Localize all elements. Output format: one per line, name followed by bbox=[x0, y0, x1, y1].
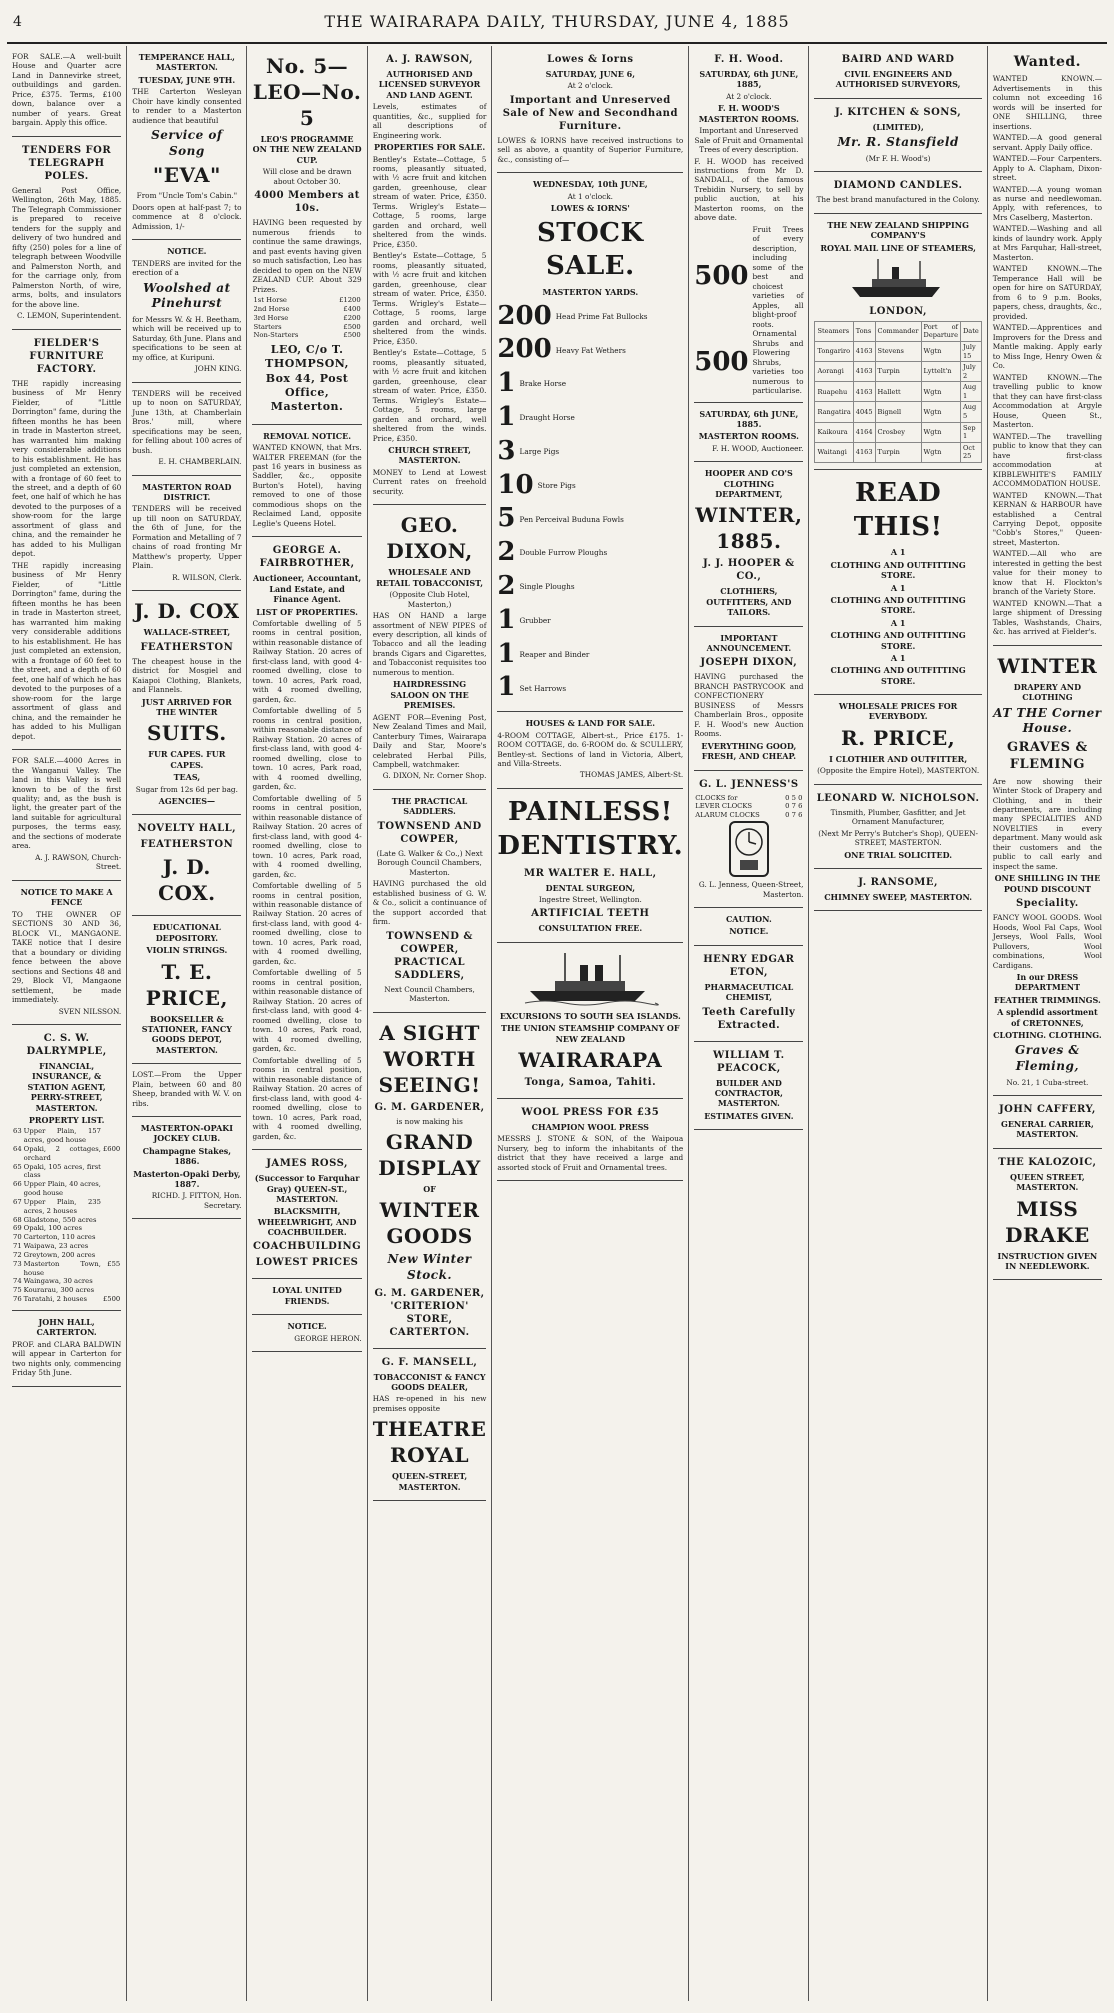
table-row bbox=[694, 802, 803, 811]
graves-fleming-ad: WINTER DRAPERY AND CLOTHING AT THE Corner House. GRAVES & FLEMING Are now showing their Winter Stock of Drapery and Clothing, and in their departments, are including many SPECIALITIES AND NOVELTIES in every department. Many would ask their customers and the public to call early and inspect the same. ONE SHILLING IN THE POUND DISCOUNT Speciality. FANCY WOOL GOODS. Wool Hoods, Wool Fal Caps, Wool Jerseys, Wool Falls, Wool Pullovers, Wool combinations, Wool Cardigans. In our DRESS DEPARTMENT FEATHER TRIMMINGS. A splendid assortment of CRETONNES, CLOTHING. CLOTHING. Graves & Fleming, No. 21, 1 Cuba-street. bbox=[993, 646, 1102, 1096]
column-6 bbox=[689, 46, 809, 2001]
wanted-item: WANTED.—A good general servant. Apply Daily office. bbox=[992, 133, 1102, 152]
property-number: 63 bbox=[13, 1127, 22, 1136]
table-row bbox=[12, 1224, 121, 1233]
table-cell: Wgtn bbox=[921, 342, 960, 362]
property-price bbox=[102, 1224, 121, 1233]
prize-value: £500 bbox=[343, 331, 361, 340]
joseph-dixon-ad: IMPORTANT ANNOUNCEMENT. JOSEPH DIXON, HAVING purchased the BRANCH PASTRYCOOK and CONFECTIONERY BUSINESS of Messrs Chamberlain Bros., opposite F. H. Wood's new Auction Rooms. EVERYTHING GOOD, FRESH, AND CHEAP. bbox=[694, 627, 803, 771]
caffery-ad: JOHN CAFFERY, GENERAL CARRIER, MASTERTON. bbox=[993, 1096, 1102, 1149]
list-item bbox=[497, 469, 683, 503]
lot-label: Set Harrows bbox=[519, 683, 567, 693]
lost-sheep-ad: LOST.—From the Upper Plain, between 60 and 80 Sheep, branded with W. V. on ribs. bbox=[132, 1064, 241, 1117]
clock-price-table bbox=[694, 794, 803, 820]
jenness-clocks-ad: G. L. JENNESS'S CLOCKS for 0 5 0 LEVER CLOCKS 0 7 6 ALARUM CLOCKS 0 7 6 G. L. Jenness, Queen-Street, Masterton. bbox=[694, 771, 803, 908]
property-number: 68 bbox=[13, 1215, 22, 1224]
property-description: Waingawa, 30 acres bbox=[23, 1277, 93, 1286]
wanted-item: WANTED.—Apprentices and Improvers for the Dress and Mantle making. Apply early to Miss Inge, Henry Owen & Co. bbox=[992, 323, 1102, 371]
property-price bbox=[102, 1242, 121, 1251]
prize-value: £1200 bbox=[339, 296, 361, 305]
table-row bbox=[815, 402, 981, 422]
table-row bbox=[12, 1242, 121, 1251]
table-row bbox=[12, 1286, 121, 1295]
property-description: Kourarau, 300 acres bbox=[23, 1286, 95, 1295]
hooper-ad: HOOPER AND CO'S CLOTHING DEPARTMENT, WINTER, 1885. J. J. HOOPER & CO., CLOTHIERS, OUTFITTERS, AND TAILORS. bbox=[694, 462, 803, 626]
newspaper-title: THE WAIRARAPA DAILY, THURSDAY, JUNE 4, 1885 bbox=[324, 12, 790, 31]
cox-ad: J. D. COX WALLACE-STREET, FEATHERSTON The cheapest house in the district for Mosgiel and Kaiapoi Clothing, Blankets, and Flannels. JUST ARRIVED FOR THE WINTER SUITS. FUR CAPES. FUR CAPES. TEAS, Sugar from 12s 6d per bag. AGENCIES— bbox=[132, 591, 241, 815]
property-number: 72 bbox=[13, 1250, 22, 1259]
table-cell: Sep 1 bbox=[960, 422, 981, 442]
wood-sale-ad: F. H. Wood. SATURDAY, 6th JUNE, 1885, At 2 o'clock. F. H. WOOD'S MASTERTON ROOMS. Important and Unreserved Sale of Fruit and Ornamental Trees of every description. F. H. WOOD has received instructions from Mr D. SANDALL, of the famous Trebidin Nursery, to sell by public auction, at his Masterton rooms, on the above date. 500 Fruit Trees of every description, including some of the best and choicest varieties of Apples, all blight-proof roots. 500 Ornamental Shrubs and Flowering Shrubs, varieties too numerous to particularise. bbox=[694, 46, 803, 403]
wanted-item: WANTED.—A young woman as nurse and needlewoman. Apply, with references, to Mrs Caselberg, Masterton. bbox=[992, 184, 1102, 222]
dixon-tobacconist-ad: GEO. DIXON, WHOLESALE AND RETAIL TOBACCONIST, (Opposite Club Hotel, Masterton,) HAS ON HAND a large assortment of NEW PIPES of every description, all kinds of Tobacco and all the leading brands Cigars and Cigarettes, and Tobacconist requisites too numerous to mention. HAIRDRESSING SALOON ON THE PREMISES. AGENT FOR—Evening Post, New Zealand Times and Mail, Canterbury Times, Wairarapa Daily and Star, Moore's celebrated Herbal Pills, Campbell, watchmaker. G. DIXON, Nr. Corner Shop. bbox=[373, 505, 487, 790]
table-row bbox=[252, 323, 361, 332]
table-row bbox=[252, 305, 361, 314]
wanted-item: WANTED.—The travelling public to know that they can have first-class accommodation at KIBBLEWHITE'S FAMILY ACCOMMODATION HOUSE. bbox=[992, 431, 1102, 489]
clock-icon bbox=[724, 820, 774, 878]
chamberlain-ad: TENDERS will be received up to noon on SATURDAY, June 13th, at Chamberlain Bros.' mill, where specifications may be seen, for felling about 100 acres of bush. E. H. CHAMBERLAIN. bbox=[132, 383, 241, 476]
lot-label: Draught Horse bbox=[519, 413, 575, 423]
property-price bbox=[102, 1251, 121, 1260]
table-cell: Ruapehu bbox=[815, 382, 853, 402]
table-cell: 4163 bbox=[853, 382, 875, 402]
lot-count: 200 bbox=[497, 300, 552, 331]
table-cell: July 2 bbox=[960, 362, 981, 382]
lot-count: 3 bbox=[497, 435, 516, 466]
lot-count: 10 bbox=[497, 469, 534, 500]
column-8 bbox=[988, 46, 1107, 2001]
list-item bbox=[497, 502, 683, 536]
column-5 bbox=[492, 46, 689, 2001]
steamship-icon bbox=[848, 257, 948, 301]
houses-land-ad: HOUSES & LAND FOR SALE. 4-ROOM COTTAGE, Albert-st., Price £175. 1-ROOM COTTAGE, do. 6-ROOM do. & SCULLERY, Bentley-st. Sections of land in Victoria, Albert, and Villa-Streets. THOMAS JAMES, Albert-St. bbox=[497, 712, 683, 789]
table-row bbox=[815, 422, 981, 442]
property-description: Waipawa, 23 acres bbox=[23, 1242, 89, 1251]
table-cell: Rangatira bbox=[815, 402, 853, 422]
read-this-ad: READ THIS! A 1 CLOTHING AND OUTFITTING STORE. A 1 CLOTHING AND OUTFITTING STORE. A 1 CLOTHING AND OUTFITTING STORE. A 1 CLOTHING AND OUTFITTING STORE. bbox=[814, 470, 981, 695]
stock-lots bbox=[497, 300, 683, 706]
fence-notice-ad: NOTICE TO MAKE A FENCE TO THE OWNER OF SECTIONS 30 AND 36, BLOCK VI., MANGAONE. TAKE notice that I desire that a boundary or dividing fence between the above sections and Sections 48 and 29, Block VI, Mangaone settlement, be made immediately. SVEN NILSSON. bbox=[12, 881, 121, 1025]
table-cell: 4163 bbox=[853, 442, 875, 462]
table-cell: Turpin bbox=[875, 442, 921, 462]
stock-sale-ad: WEDNESDAY, 10th JUNE, At 1 o'clock. LOWES & IORNS' STOCK SALE. MASTERTON YARDS. 200 Head Prime Fat Bullocks 200 Heavy Fat Wethers 1 Brake Horse 1 Draught Horse 3 Large Pigs 10 Store Pigs 5 Pen Perceival Buduna Fowls 2 Double Furrow Ploughs 2 Single Ploughs 1 Grubber 1 Reaper and Binder 1 Set Harrows bbox=[497, 173, 683, 712]
property-description: Upper Plain, 235 acres, 2 houses bbox=[23, 1197, 101, 1215]
masthead bbox=[7, 6, 1107, 44]
clock-price: 0 7 6 bbox=[785, 802, 803, 811]
table-row bbox=[815, 362, 981, 382]
property-price: £500 bbox=[102, 1295, 121, 1304]
list-item bbox=[497, 604, 683, 638]
newspaper-page bbox=[7, 6, 1107, 2001]
list-item bbox=[694, 329, 803, 395]
leo-ad: No. 5—LEO—No. 5 LEO'S PROGRAMME ON THE NEW ZEALAND CUP. Will close and be drawn about October 30. 4000 Members at 10s. HAVING been requested by numerous friends to continue the same drawings, and past events having given so much satisfaction, Leo has decided to open on the NEW ZEALAND CUP. About 329 Prizes. 1st Horse £1200 2nd Horse £400 3rd Horse £200 Starters £500 Non-Starters £500 LEO, C/o T. THOMPSON, Box 44, Post Office, Masterton. bbox=[252, 46, 361, 425]
table-row bbox=[12, 1163, 121, 1181]
temperance-hall-ad: TEMPERANCE HALL, MASTERTON. TUESDAY, JUNE 9TH. THE Carterton Wesleyan Choir have kindly consented to render to a Masterton audience that beautiful Service of Song "EVA" From "Uncle Tom's Cabin." Doors open at half-past 7; to commence at 8 o'clock. Admission, 1/- bbox=[132, 46, 241, 240]
land-sale-ad: FOR SALE.—4000 Acres in the Wanganui Valley. The land in this Valley is well known to be of the first quality; and, as the bush is light, the greater part of the land suitable for agricultural purposes, the terms easy, and the sections of moderate area. A. J. RAWSON, Church-Street. bbox=[12, 750, 121, 881]
table-cell: Turpin bbox=[875, 362, 921, 382]
table-row bbox=[12, 1251, 121, 1260]
leo-prize-table bbox=[252, 296, 361, 340]
property-number: 75 bbox=[13, 1286, 22, 1295]
table-cell: Hallett bbox=[875, 382, 921, 402]
list-item bbox=[497, 367, 683, 401]
property-number: 66 bbox=[13, 1180, 22, 1189]
column-header: Steamers bbox=[815, 321, 853, 341]
property-number: 73 bbox=[13, 1259, 22, 1268]
table-row bbox=[252, 331, 361, 340]
ad-title: NOTICE TO MAKE A FENCE bbox=[20, 886, 113, 908]
wanted-item: WANTED.—Washing and all kinds of laundry work. Apply at Mrs Farquhar, Hall-street, Masterton. bbox=[992, 224, 1102, 262]
table-cell: Stevens bbox=[875, 342, 921, 362]
removal-notice-ad: REMOVAL NOTICE. WANTED KNOWN, that Mrs. WALTER FREEMAN (for the past 16 years in business as Saddler, &c., opposite Burton's Hotel), having removed to one of those commodious shops on the Reclaimed Land, opposite Leglie's Queens Hotel. bbox=[252, 425, 361, 538]
list-item bbox=[497, 638, 683, 672]
clock-label: CLOCKS for bbox=[695, 793, 738, 802]
lot-count: 2 bbox=[497, 537, 516, 568]
property-price bbox=[102, 1286, 121, 1295]
table-cell: Wgtn bbox=[921, 382, 960, 402]
wanted-item: WANTED.—All who are interested in getting the best value for their money to know that H. Flockton's branch of the Variety Store. bbox=[992, 549, 1102, 597]
property-number: 76 bbox=[13, 1295, 22, 1304]
table-row bbox=[12, 1295, 121, 1304]
property-price bbox=[102, 1277, 121, 1286]
ad-title: C. S. W. DALRYMPLE, bbox=[26, 1032, 107, 1057]
lot-count: 500 bbox=[694, 261, 749, 292]
table-cell: 4163 bbox=[853, 342, 875, 362]
table-cell: Wgtn bbox=[921, 442, 960, 462]
townsend-saddlers-ad: THE PRACTICAL SADDLERS. TOWNSEND AND COWPER, (Late G. Walker & Co.,) Next Borough Council Chambers, Masterton. HAVING purchased the old established business of G. W. & Co., solicit a continuance of the support accorded that firm. TOWNSEND & COWPER, PRACTICAL SADDLERS, Next Council Chambers, Masterton. bbox=[373, 790, 487, 1013]
prize-label: Starters bbox=[253, 322, 282, 331]
table-row bbox=[815, 382, 981, 402]
property-description: Upper Plain, 40 acres, good house bbox=[23, 1180, 101, 1198]
table-cell: Oct 25 bbox=[960, 442, 981, 462]
table-cell: 4163 bbox=[853, 362, 875, 382]
prize-label: 2nd Horse bbox=[253, 304, 290, 313]
property-price: £600 bbox=[102, 1144, 121, 1153]
fairbrother-ad: GEORGE A. FAIRBROTHER, Auctioneer, Accountant, Land Estate, and Finance Agent. LIST OF PROPERTIES. Comfortable dwelling of 5 rooms in central position, within reasonable distance of Railway Station. 20 acres of first-class land, with good 4-roomed dwelling, close to town. 10 acres, Park road, with 4 roomed dwelling, garden, &c. Comfortable dwelling of 5 rooms in central position, within reasonable distance of Railway Station. 20 acres of first-class land, with good 4-roomed dwelling, close to town. 10 acres, Park road, with 4 roomed dwelling, garden, &c. Comfortable dwelling of 5 rooms in central position, within reasonable distance of Railway Station. 20 acres of first-class land, with good 4-roomed dwelling, close to town. 10 acres, Park road, with 4 roomed dwelling, garden, &c. Comfortable dwelling of 5 rooms in central position, within reasonable distance of Railway Station. 20 acres of first-class land, with good 4-roomed dwelling, close to town. 10 acres, Park road, with 4 roomed dwelling, garden, &c. Comfortable dwelling of 5 rooms in central position, within reasonable distance of Railway Station. 20 acres of first-class land, with good 4-roomed dwelling, close to town. 10 acres, Park road, with 4 roomed dwelling, garden, &c. Comfortable dwelling of 5 rooms in central position, within reasonable distance of Railway Station. 20 acres of first-class land, with good 4-roomed dwelling, close to town. 10 acres, Park road, with 4 roomed dwelling, garden, &c. bbox=[252, 537, 361, 1150]
table-row bbox=[252, 314, 361, 323]
mansell-ad: G. F. MANSELL, TOBACCONIST & FANCY GOODS DEALER, HAS re-opened in his new premises opposite THEATRE ROYAL QUEEN-STREET, MASTERTON. bbox=[373, 1349, 487, 1502]
property-price bbox=[102, 1216, 121, 1225]
column-header: Tons bbox=[853, 321, 875, 341]
wanted-item: WANTED KNOWN.—Advertisements in this column not exceeding 16 words will be inserted for ONE SHILLING, three insertions. bbox=[992, 74, 1102, 131]
table-cell: Wgtn bbox=[921, 402, 960, 422]
wanted-item: WANTED KNOWN.—That KERNAN & HARBOUR have established a Central Carrying Depot, opposite "Cobb's Stores," Queen-street, Masterton. bbox=[992, 490, 1102, 547]
property-description: Opaki, 2 cottages, orchard bbox=[23, 1144, 101, 1162]
table-row bbox=[12, 1127, 121, 1145]
steamship-ad: EXCURSIONS TO SOUTH SEA ISLANDS. THE UNION STEAMSHIP COMPANY OF NEW ZEALAND WAIRARAPA Tonga, Samoa, Tahiti. bbox=[497, 943, 683, 1099]
list-item bbox=[497, 333, 683, 367]
lot-count: 1 bbox=[497, 672, 516, 703]
list-item bbox=[694, 225, 803, 329]
column-header: Date bbox=[960, 321, 981, 341]
property-list-title: PROPERTY LIST. bbox=[28, 1114, 105, 1125]
property-number: 67 bbox=[13, 1197, 22, 1206]
clock-label: ALARUM CLOCKS bbox=[695, 811, 760, 820]
table-row bbox=[815, 442, 981, 462]
lot-count: 2 bbox=[497, 570, 516, 601]
lot-label: Ornamental Shrubs and Flowering Shrubs, varieties too numerous to particularise. bbox=[752, 329, 804, 396]
lodge-ad: LOYAL UNITED FRIENDS. bbox=[252, 1279, 361, 1315]
property-number: 71 bbox=[13, 1242, 22, 1251]
column-2 bbox=[127, 46, 247, 2001]
wanted-list bbox=[993, 74, 1102, 637]
wanted-item: WANTED KNOWN.—The travelling public to know that they can have first-class Accommodation at Argyle House, Queen St., Masterton. bbox=[992, 372, 1102, 430]
column-4 bbox=[368, 46, 493, 2001]
dentistry-ad: PAINLESS! DENTISTRY. MR WALTER E. HALL, DENTAL SURGEON, Ingestre Street, Wellington. ARTIFICIAL TEETH CONSULTATION FREE. bbox=[497, 789, 683, 943]
telegraph-tenders-ad: TENDERS FOR TELEGRAPH POLES. General Post Office, Wellington, 26th May, 1885. The Telegraph Commissioner is prepared to receive tenders for the supply and delivery of two hundred and fifty (250) poles for a line of telegraph between Woodville and Palmerston North, and for the carriage only, from Palmerston North, of wire, arms, bolts, and insulators for the above line. C. LEMON, Superintendent. bbox=[12, 137, 121, 330]
list-item bbox=[497, 300, 683, 334]
table-cell: Tongariro bbox=[815, 342, 853, 362]
ad-title: JOHN HALL, CARTERTON. bbox=[36, 1316, 97, 1338]
column-header: Commander bbox=[875, 321, 921, 341]
gardener-ad: A SIGHT WORTH SEEING! G. M. GARDENER, is now making his GRAND DISPLAY OF WINTER GOODS New Winter Stock. G. M. GARDENER, 'CRITERION' STORE, CARTERTON. bbox=[373, 1013, 487, 1349]
column-7 bbox=[809, 46, 987, 2001]
eton-chemist-ad: HENRY EDGAR ETON, PHARMACEUTICAL CHEMIST, Teeth Carefully Extracted. bbox=[694, 946, 803, 1042]
property-price bbox=[102, 1163, 121, 1181]
caution-ad: CAUTION. NOTICE. bbox=[694, 908, 803, 946]
for-sale-ad: FOR SALE.—A well-built House and Quarter acre Land in Dannevirke street, outbuildings and garden. Price, £375. Terms, £100 down, balance over a number of years. Great bargain. Apply this office. bbox=[12, 46, 121, 137]
property-number: 70 bbox=[13, 1233, 22, 1242]
prize-label: Non-Starters bbox=[253, 331, 299, 340]
list-item bbox=[497, 570, 683, 604]
clock-label: LEVER CLOCKS bbox=[695, 802, 753, 811]
prize-value: £500 bbox=[343, 322, 361, 331]
james-ross-ad: JAMES ROSS, (Successor to Farquhar Gray) QUEEN-ST., MASTERTON. BLACKSMITH, WHEELWRIGHT, AND COACHBUILDER. COACHBUILDING LOWEST PRICES bbox=[252, 1150, 361, 1279]
prize-label: 1st Horse bbox=[253, 296, 287, 305]
lot-count: 5 bbox=[497, 503, 516, 534]
clock-price: 0 5 0 bbox=[785, 793, 803, 802]
jockey-club-ad: MASTERTON-OPAKI JOCKEY CLUB. Champagne Stakes, 1886. Masterton-Opaki Derby, 1887. RICHD. J. FITTON, Hon. Secretary. bbox=[132, 1117, 241, 1219]
table-row bbox=[12, 1216, 121, 1225]
table-cell: Waitangi bbox=[815, 442, 853, 462]
table-cell: Wgtn bbox=[921, 422, 960, 442]
column-header: Port of Departure bbox=[921, 321, 960, 341]
property-description: Gladstone, 550 acres bbox=[23, 1215, 97, 1224]
property-price bbox=[102, 1180, 121, 1198]
ransome-ad: J. RANSOME, CHIMNEY SWEEP, MASTERTON. bbox=[814, 869, 981, 911]
table-cell: July 15 bbox=[960, 342, 981, 362]
clock-price: 0 7 6 bbox=[785, 811, 803, 820]
table-row bbox=[815, 342, 981, 362]
lot-label: Brake Horse bbox=[519, 379, 567, 389]
wanted-item: WANTED KNOWN.—The Temperance Hall will be open for hire on SATURDAY, from 6 to 9 p.m. Books, papers, chess, draughts, &c., provided. bbox=[992, 264, 1102, 321]
table-cell: 4045 bbox=[853, 402, 875, 422]
property-description: Carterton, 110 acres bbox=[23, 1233, 96, 1242]
table-row bbox=[12, 1180, 121, 1198]
wanted-item: WANTED.—Four Carpenters. Apply to A. Clapham, Dixon-street. bbox=[992, 154, 1102, 183]
property-price bbox=[102, 1233, 121, 1242]
lot-label: Fruit Trees of every description, including some of the best and choicest varieties of Apples, all blight-proof roots. bbox=[752, 224, 804, 329]
property-price bbox=[102, 1198, 121, 1216]
property-description: Taratahi, 2 houses bbox=[23, 1295, 88, 1304]
list-item bbox=[497, 671, 683, 705]
table-row bbox=[694, 811, 803, 820]
prize-value: £200 bbox=[343, 313, 361, 322]
table-cell: Aorangi bbox=[815, 362, 853, 382]
property-price bbox=[102, 1127, 121, 1145]
nicholson-ad: LEONARD W. NICHOLSON. Tinsmith, Plumber, Gasfitter, and Jet Ornament Manufacturer, (Next Mr Perry's Butcher's Shop), QUEEN-STREET, MASTERTON. ONE TRIAL SOLICITED. bbox=[814, 785, 981, 869]
property-description: Greytown, 200 acres bbox=[23, 1250, 96, 1259]
column-1 bbox=[7, 46, 127, 2001]
property-price: £55 bbox=[107, 1259, 121, 1268]
lowes-iorns-sale-ad: Lowes & Iorns SATURDAY, JUNE 6, At 2 o'clock. Important and Unreserved Sale of New and Secondhand Furniture. LOWES & IORNS have received instructions to sell as above, a quantity of Superior Furniture, &c., consisting of— bbox=[497, 46, 683, 173]
lot-label: Grubber bbox=[519, 615, 551, 625]
dalrymple-ad: C. S. W. DALRYMPLE, FINANCIAL, INSURANCE, & STATION AGENT, PERRY-STREET, MASTERTON. PROPERTY LIST. 63 Upper Plain, 157 acres, good house 64 Opaki, 2 cottages, orchard £600 65 Opaki, 105 acres, first class 66 Upper Plain, 40 acres, good house 67 Upper Plain, 235 acres, 2 houses 68 Gladstone, 550 acres 69 Opaki, 100 acres 70 Carterton, 110 acres 71 Waipawa, 23 acres 72 Greytown, 200 acres 73 Masterton Town, house £55 74 Waingawa, 30 acres 75 Kourarau, 300 acres 76 Taratahi, 2 houses £500 bbox=[12, 1025, 121, 1311]
prize-label: 3rd Horse bbox=[253, 313, 289, 322]
columns bbox=[7, 46, 1107, 2001]
page-number: 4 bbox=[13, 14, 22, 30]
lot-label: Head Prime Fat Bullocks bbox=[555, 311, 648, 321]
peacock-ad: WILLIAM T. PEACOCK, BUILDER AND CONTRACTOR, MASTERTON. ESTIMATES GIVEN. bbox=[694, 1042, 803, 1131]
lot-label: Heavy Fat Wethers bbox=[555, 345, 626, 355]
property-number: 64 bbox=[13, 1144, 22, 1153]
lot-count: 1 bbox=[497, 368, 516, 399]
table-row bbox=[12, 1260, 121, 1278]
lot-count: 1 bbox=[497, 604, 516, 635]
table-cell: Lyttelt'n bbox=[921, 362, 960, 382]
lot-count: 1 bbox=[497, 638, 516, 669]
list-item bbox=[497, 435, 683, 469]
novelty-hall-ad: NOVELTY HALL, FEATHERSTON J. D. COX. bbox=[132, 815, 241, 916]
kalozoic-ad: THE KALOZOIC, QUEEN STREET, MASTERTON. MISS DRAKE INSTRUCTION GIVEN IN NEEDLEWORK. bbox=[993, 1149, 1102, 1281]
road-district-ad: MASTERTON ROAD DISTRICT. TENDERS will be received up till noon on SATURDAY, the 6th of June, for the Formation and Metalling of 7 chains of road fronting Mr Matthew's property, Upper Plain. R. WILSON, Clerk. bbox=[132, 476, 241, 592]
lot-count: 200 bbox=[497, 334, 552, 365]
lot-count: 1 bbox=[497, 401, 516, 432]
wanted-item: WANTED KNOWN.—That a large shipment of Dressing Tables, Washstands, Chairs, &c. has arrived at Fielder's. bbox=[992, 598, 1102, 637]
table-row bbox=[12, 1145, 121, 1163]
table-cell: Kaikoura bbox=[815, 422, 853, 442]
table-cell: Aug 1 bbox=[960, 382, 981, 402]
list-item bbox=[497, 401, 683, 435]
column-3 bbox=[247, 46, 367, 2001]
woolshed-notice-ad: NOTICE. TENDERS are invited for the erection of a Woolshed at Pinehurst for Messrs W. & H. Beetham, which will be received up to Saturday, 6th June. Plans and specifications to be seen at my office, at Kuripuni. JOHN KING. bbox=[132, 240, 241, 382]
property-description: Opaki, 100 acres bbox=[23, 1224, 82, 1233]
table-cell: Bignell bbox=[875, 402, 921, 422]
wanted-section: Wanted. WANTED KNOWN.—Advertisements in this column not exceeding 16 words will be inserted for ONE SHILLING, three insertions. WANTED.—A good general servant. Apply Daily office. WANTED.—Four Carpenters. Apply to A. Clapham, Dixon-street. WANTED.—A young woman as nurse and needlewoman. Apply, with references, to Mrs Caselberg, Masterton. WANTED.—Washing and all kinds of laundry work. Apply at Mrs Farquhar, Hall-street, Masterton. WANTED KNOWN.—The Temperance Hall will be open for hire on SATURDAY, from 6 to 9 p.m. Books, papers, chess, draughts, &c., provided. WANTED.—Apprentices and Improvers for the Dress and Mantle making. Apply early to Miss Inge, Henry Owen & Co. WANTED KNOWN.—The travelling public to know that they can have first-class Accommodation at Argyle House, Queen St., Masterton. WANTED.—The travelling public to know that they can have first-class accommodation at KIBBLEWHITE'S FAMILY ACCOMMODATION HOUSE. WANTED KNOWN.—That KERNAN & HARBOUR have established a Central Carrying Depot, opposite "Cobb's Stores," Queen-street, Masterton. WANTED.—All who are interested in getting the best value for their money to know that H. Flockton's branch of the Variety Store. WANTED KNOWN.—That a large shipment of Dressing Tables, Washstands, Chairs, &c. has arrived at Fielder's. bbox=[993, 46, 1102, 646]
lot-count: 500 bbox=[694, 346, 749, 377]
lot-label: Double Furrow Ploughs bbox=[519, 548, 608, 558]
property-table bbox=[12, 1127, 121, 1304]
property-number: 69 bbox=[13, 1224, 22, 1233]
heron-notice-ad: NOTICE. GEORGE HERON. bbox=[252, 1315, 361, 1352]
table-row bbox=[12, 1233, 121, 1242]
property-description: Upper Plain, 157 acres, good house bbox=[23, 1127, 101, 1145]
fielder-furniture-ad: FIELDER'S FURNITURE FACTORY. THE rapidly increasing business of Mr Henry Fielder, of "Little Dorrington" fame, during the fifteen months he has been in trade in Masterton street, has warranted him making very considerable additions to his establishment. He has just completed an extension, with a frontage of 60 feet to the street, and a depth of 60 feet, one half of which he has devoted to the purposes of a show-room for the large assortment of glass and china, and the remainder he has added to his Mulligan depot. THE rapidly increasing business of Mr Henry Fielder, of "Little Dorrington" fame, during the fifteen months he has been in trade in Masterton street, has warranted him making very considerable additions to his establishment. He has just completed an extension, with a frontage of 60 feet to the street, and a depth of 60 feet, one half of which he has devoted to the purposes of a show-room for the large assortment of glass and china, and the remainder he has added to his Mulligan depot. bbox=[12, 330, 121, 750]
steamship-icon bbox=[525, 951, 655, 1007]
table-cell: Crosbey bbox=[875, 422, 921, 442]
steamer-schedule-table bbox=[814, 321, 981, 463]
shipping-company-ad: THE NEW ZEALAND SHIPPING COMPANY'S ROYAL MAIL LINE OF STEAMERS, LONDON, Steamers Tons Commander Port of Departure Date Tongariro 4163 Stevens Wgtn July 15 Aorangi 4163 Turpin Lyttelt'n July 2 Ruapehu 4163 Hallett Wgtn Aug 1 Rangatira 4045 Bignell Wgtn Aug 5 Kaikoura 4164 Crosbey Wgtn Sep 1 Waitangi 4163 Turpin Wgtn Oct 25 bbox=[814, 214, 981, 470]
prize-value: £400 bbox=[343, 304, 361, 313]
baird-ward-ad: BAIRD AND WARD CIVIL ENGINEERS AND AUTHORISED SURVEYORS, bbox=[814, 46, 981, 99]
property-description: Opaki, 105 acres, first class bbox=[23, 1162, 101, 1180]
wool-press-ad: WOOL PRESS FOR £35 CHAMPION WOOL PRESS MESSRS J. STONE & SON, of the Waipoua Nursery, beg to inform the inhabitants of the district that they have received a large and assorted stock of Fruit and Ornamental trees. bbox=[497, 1099, 683, 1181]
diamond-candles-ad: DIAMOND CANDLES. The best brand manufactured in the Colony. bbox=[814, 172, 981, 213]
property-description: Masterton Town, house bbox=[23, 1259, 101, 1277]
table-cell: Aug 5 bbox=[960, 402, 981, 422]
ad-title: FIELDER'S FURNITURE FACTORY. bbox=[29, 337, 104, 375]
lot-label: Reaper and Binder bbox=[519, 649, 590, 659]
educational-depository-ad: EDUCATIONAL DEPOSITORY. VIOLIN STRINGS. T. E. PRICE, BOOKSELLER & STATIONER, FANCY GOODS DEPOT, MASTERTON. bbox=[132, 916, 241, 1064]
kitchen-sons-ad: J. KITCHEN & SONS, (LIMITED), Mr. R. Stansfield (Mr F. H. Wood's) bbox=[814, 99, 981, 172]
table-row bbox=[252, 296, 361, 305]
table-row bbox=[694, 794, 803, 803]
concert-ad: JOHN HALL, CARTERTON. PROF. and CLARA BALDWIN will appear in Carterton for two nights only, commencing Friday 5th June. bbox=[12, 1311, 121, 1387]
price-clothier-ad: WHOLESALE PRICES FOR EVERYBODY. R. PRICE, I CLOTHIER AND OUTFITTER, (Opposite the Empire Hotel), MASTERTON. bbox=[814, 695, 981, 785]
lot-label: Single Ploughs bbox=[519, 582, 575, 592]
wood-rooms-ad: SATURDAY, 6th JUNE, 1885. MASTERTON ROOMS. F. H. WOOD, Auctioneer. bbox=[694, 403, 803, 463]
property-number: 65 bbox=[13, 1162, 22, 1171]
lot-label: Store Pigs bbox=[537, 480, 576, 490]
property-number: 74 bbox=[13, 1277, 22, 1286]
rawson-ad: A. J. RAWSON, AUTHORISED AND LICENSED SURVEYOR AND LAND AGENT. Levels, estimates of quantities, &c., supplied for all descriptions of Engineering work. PROPERTIES FOR SALE. Bentley's Estate—Cottage, 5 rooms, pleasantly situated, with ½ acre fruit and kitchen garden, greenhouse, clear stream of water. Price, £350. Terms. Wrigley's Estate—Cottage, 5 rooms, large garden and orchard, well sheltered from the winds. Price, £350. Bentley's Estate—Cottage, 5 rooms, pleasantly situated, with ½ acre fruit and kitchen garden, greenhouse, clear stream of water. Price, £350. Terms. Wrigley's Estate—Cottage, 5 rooms, large garden and orchard, well sheltered from the winds. Price, £350. Bentley's Estate—Cottage, 5 rooms, pleasantly situated, with ½ acre fruit and kitchen garden, greenhouse, clear stream of water. Price, £350. Terms. Wrigley's Estate—Cottage, 5 rooms, large garden and orchard, well sheltered from the winds. Price, £350. CHURCH STREET, MASTERTON. MONEY to Lend at Lowest Current rates on freehold security. bbox=[373, 46, 487, 505]
table-row bbox=[12, 1198, 121, 1216]
table-cell: 4164 bbox=[853, 422, 875, 442]
ad-title: TENDERS FOR TELEGRAPH POLES. bbox=[22, 144, 112, 182]
lot-label: Pen Perceival Buduna Fowls bbox=[519, 514, 624, 524]
lot-label: Large Pigs bbox=[519, 446, 560, 456]
tree-lots bbox=[694, 225, 803, 396]
table-row bbox=[12, 1277, 121, 1286]
list-item bbox=[497, 536, 683, 570]
